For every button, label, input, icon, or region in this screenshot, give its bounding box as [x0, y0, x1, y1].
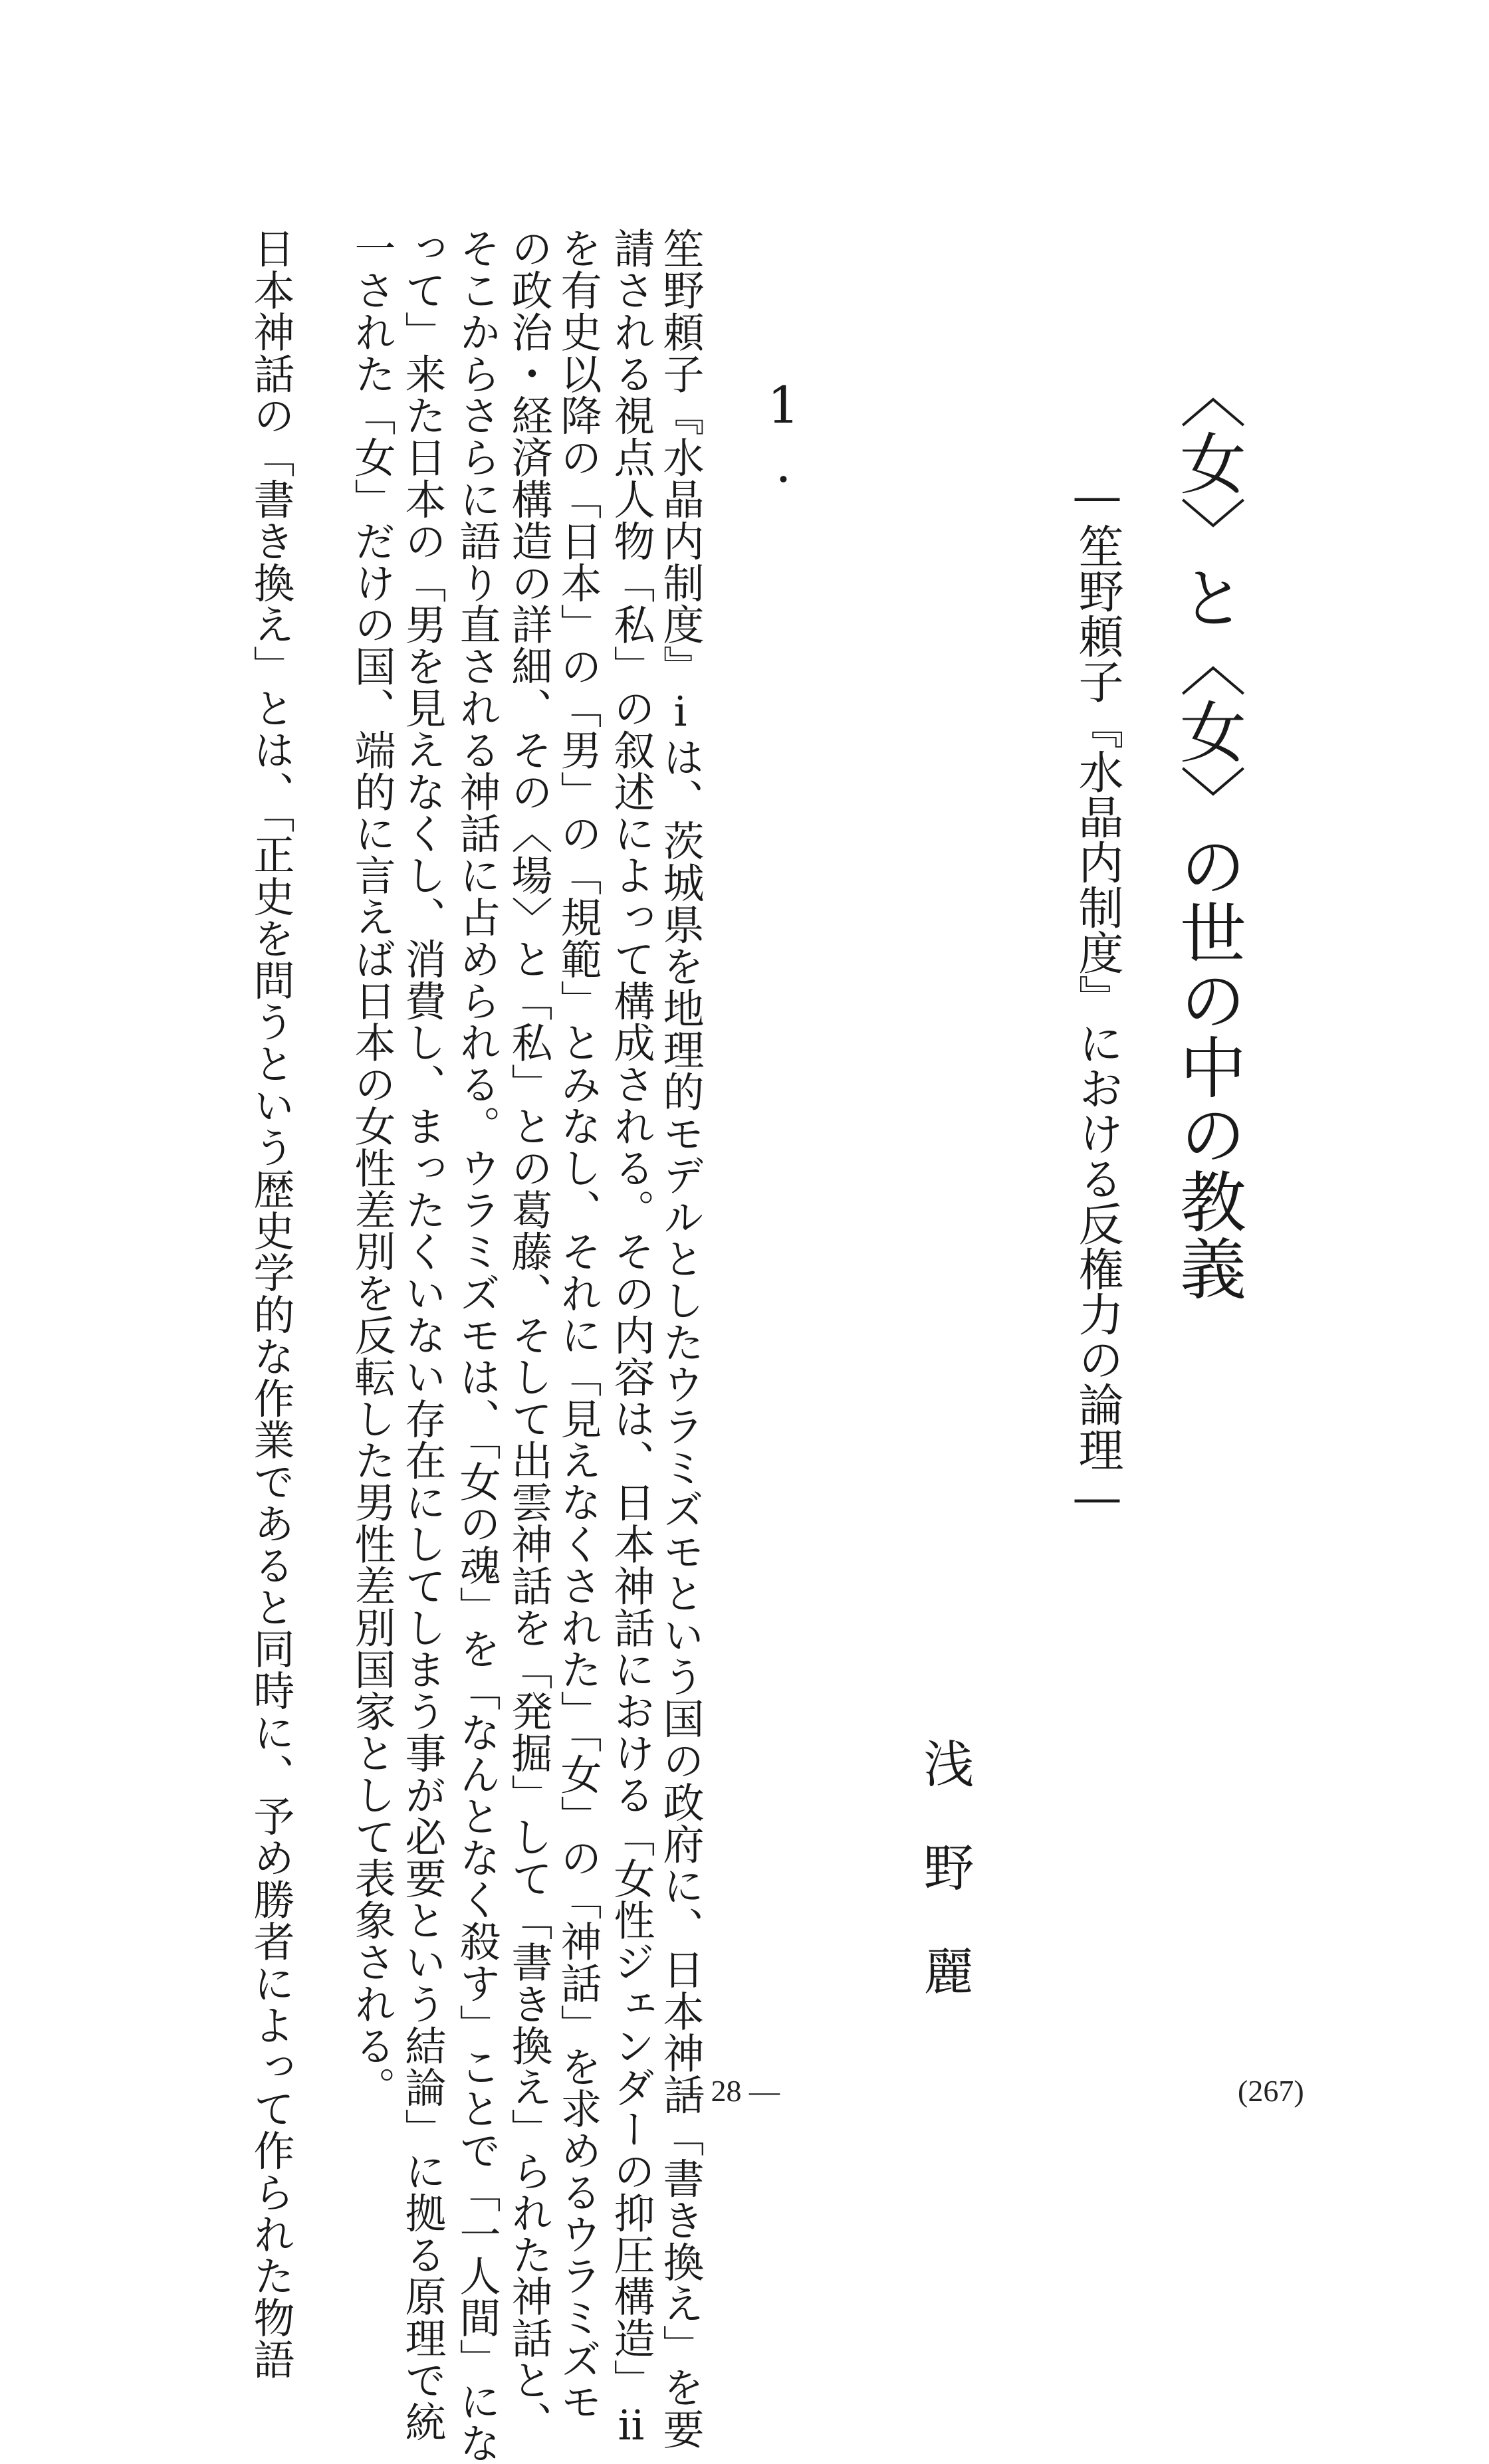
body-column: を有史以降の「日本」の「男」の「規範」とみなし、それに「見えなくされた」「女」の「神話」を求めるウラミズモ: [554, 227, 602, 2422]
section-number: 1.: [754, 375, 813, 494]
body-column: 日本神話の「書き換え」とは、「正史を問うという歴史学的な作業であると同時に、予め勝者によって作られた物語: [247, 227, 295, 2380]
author-name: 浅野麗: [915, 1738, 974, 2049]
body-column: 笙野頼子『水晶内制度』ⅰは、茨城県を地理的モデルとしたウラミズモという国の政府に、日本神話「書き換え」を要: [656, 227, 705, 2450]
body-column: って」来た日本の「男を見えなくし、消費し、まったくいない存在にしてしまう事が必要という結論」に拠る原理で統: [398, 227, 447, 2443]
body-column: 一された「女」だけの国、端的に言えば日本の女性差別を反転した男性差別国家として表象される。: [348, 227, 396, 2108]
alt-page-number: (267): [1238, 2074, 1304, 2108]
article-subtitle: ―笙野頼子『水晶内制度』における反権力の論理―: [1071, 470, 1123, 1524]
body-column: そこからさらに語り直される神話に占められる。ウラミズモは、「女の魂」を「なんとなく殺す」ことで「一人間」にな: [453, 227, 501, 2464]
page-number: ― 28 ―: [673, 2074, 780, 2108]
body-column: の政治・経済構造の詳細、その〈場〉と「私」との葛藤、そして出雲神話を「発掘」して「書き換え」られた神話と、: [505, 227, 553, 2443]
body-column: 請される視点人物「私」の叙述によって構成される。その内容は、日本神話における「女性ジェンダーの抑圧構造」ⅱ: [607, 227, 655, 2450]
article-title: 〈女〉と〈女〉の世の中の教義: [1169, 362, 1246, 1302]
